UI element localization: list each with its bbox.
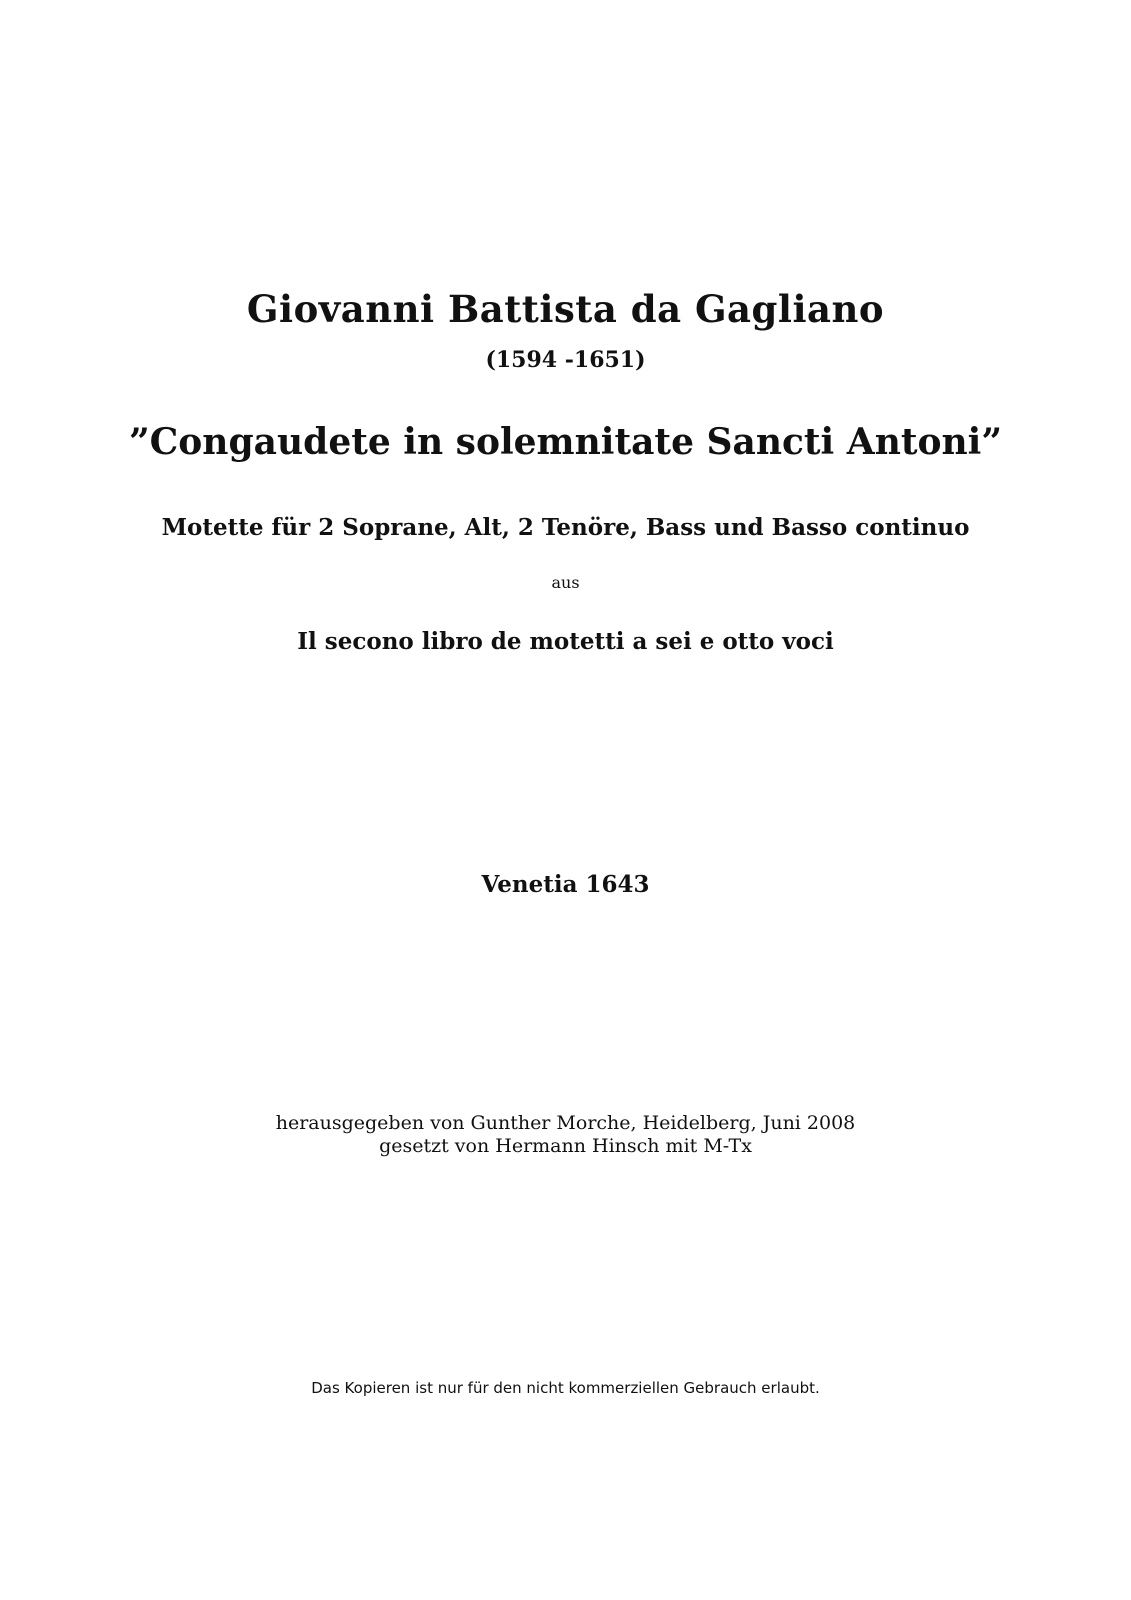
from-label: aus — [551, 573, 580, 592]
typesetter-credit: gesetzt von Hermann Hinsch mit M-Tx — [379, 1135, 752, 1157]
collection-title: Il secono libro de motetti a sei e otto voci — [297, 628, 834, 655]
editor-credit: herausgegeben von Gunther Morche, Heidelberg, Juni 2008 — [275, 1112, 856, 1134]
place-year: Venetia 1643 — [481, 871, 650, 898]
scoring: Motette für 2 Soprane, Alt, 2 Tenöre, Bass und Basso continuo — [161, 514, 970, 541]
work-title: ”Congaudete in solemnitate Sancti Antoni” — [128, 421, 1003, 463]
credits — [0, 1112, 1131, 1158]
composer-dates: (1594 -1651) — [485, 347, 646, 373]
composer-name: Giovanni Battista da Gagliano — [246, 287, 885, 331]
copy-notice: Das Kopieren ist nur für den nicht kommerziellen Gebrauch erlaubt. — [311, 1379, 820, 1397]
